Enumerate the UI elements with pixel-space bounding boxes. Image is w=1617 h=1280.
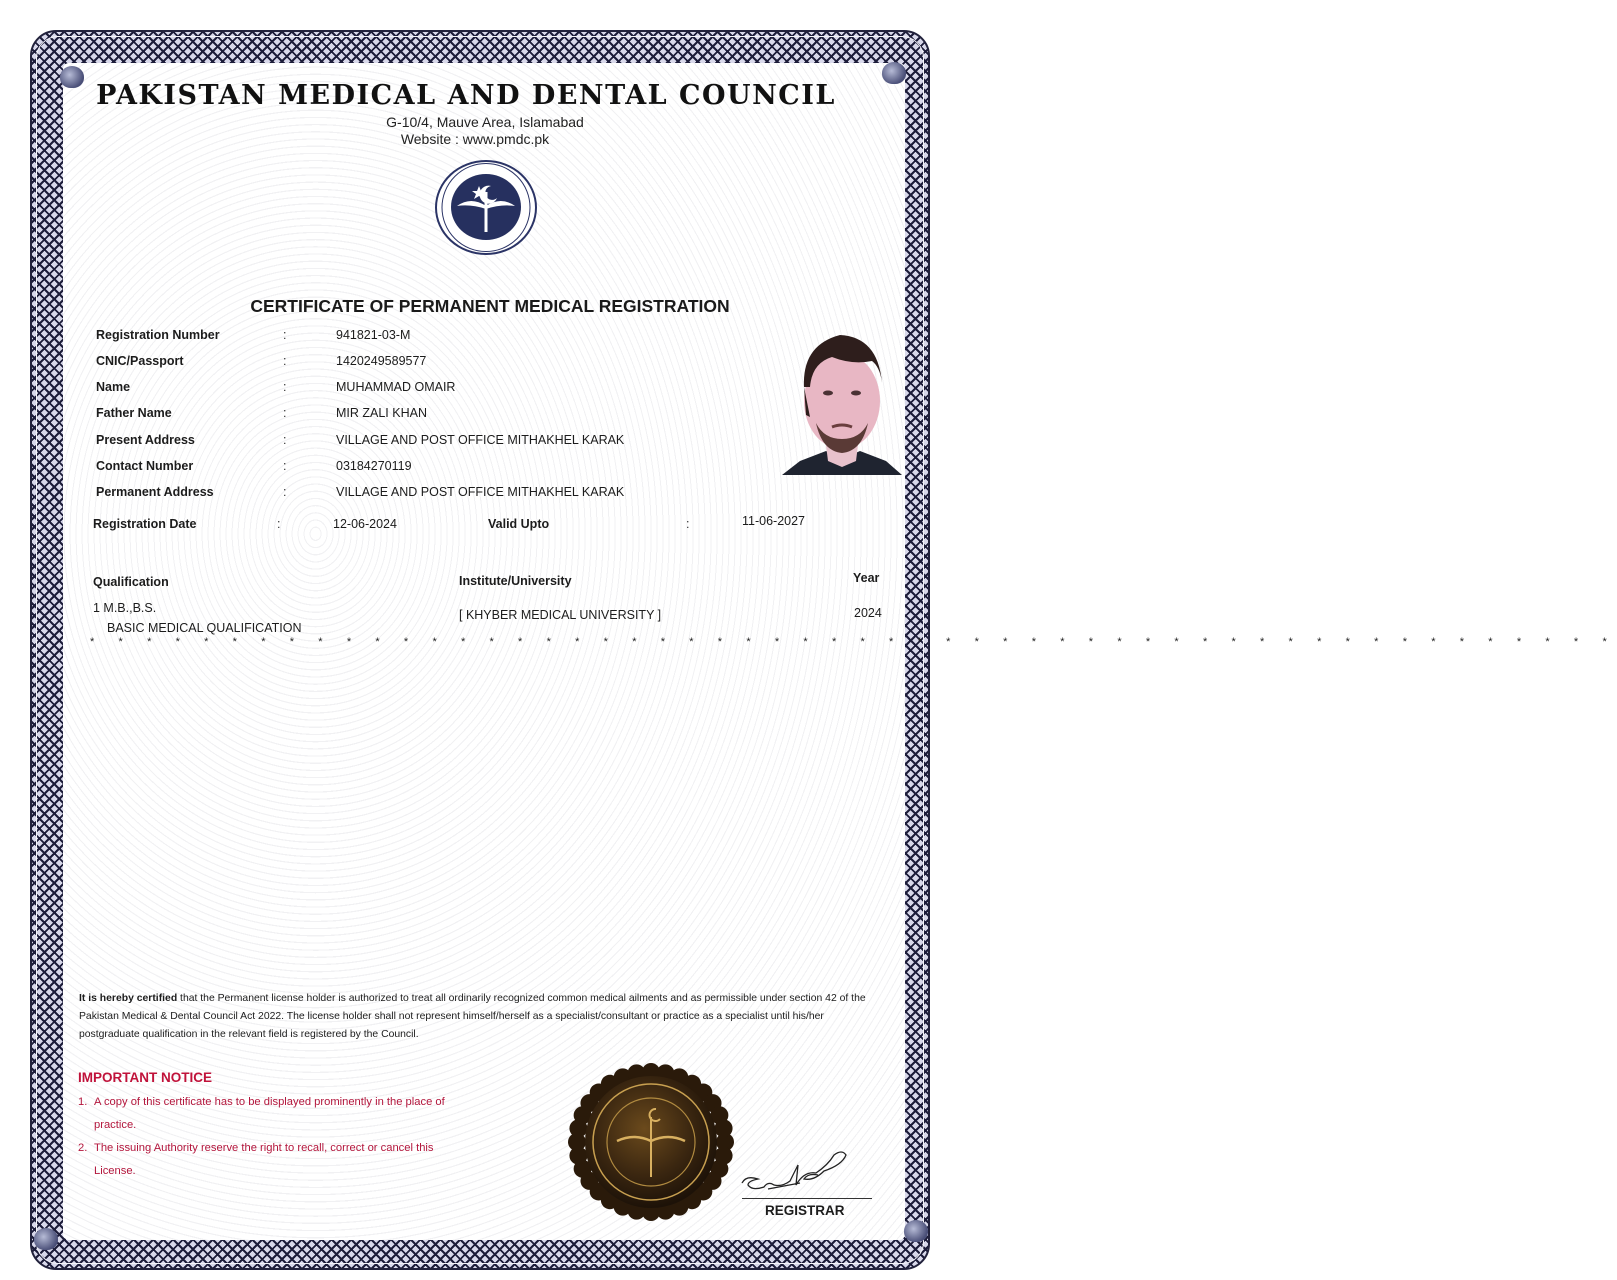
field-label: Registration Number [96, 328, 220, 342]
field-value: 03184270119 [336, 459, 412, 473]
field-value: 941821-03-M [336, 328, 411, 342]
valid-upto-label: Valid Upto [488, 517, 550, 531]
certification-statement [79, 990, 879, 1044]
holder-photo [782, 327, 902, 475]
corner-ornament-icon [904, 1220, 928, 1242]
field-value: MIR ZALI KHAN [336, 406, 427, 420]
field-label: Present Address [96, 433, 195, 447]
field-value: VILLAGE AND POST OFFICE MITHAKHEL KARAK [336, 485, 625, 499]
important-notice-title: IMPORTANT NOTICE [78, 1070, 212, 1085]
logo-core [451, 174, 521, 240]
certification-lead: It is hereby certified [79, 993, 178, 1004]
field-value: VILLAGE AND POST OFFICE MITHAKHEL KARAK [336, 433, 625, 447]
field-colon: : [277, 517, 281, 531]
valid-upto-value: 11-06-2027 [742, 514, 806, 528]
qualification-degree: 1 M.B.,B.S. [93, 601, 157, 615]
notice-number: 2. [78, 1142, 88, 1154]
registrar-signature-icon [738, 1145, 848, 1200]
field-colon: : [686, 517, 690, 531]
qualification-year: 2024 [854, 606, 882, 620]
organization-title: PAKISTAN MEDICAL AND DENTAL COUNCIL [96, 80, 836, 111]
field-label: CNIC/Passport [96, 354, 184, 368]
registration-date-value: 12-06-2024 [333, 517, 397, 531]
corner-ornament-icon [34, 1228, 58, 1250]
field-label: Name [96, 380, 131, 394]
field-colon: : [283, 328, 287, 342]
notice-text: The issuing Authority reserve the right to recall, correct or cancel this License. [94, 1142, 434, 1177]
year-header: Year [853, 571, 880, 585]
field-label: Permanent Address [96, 485, 214, 499]
notice-item [78, 1091, 478, 1137]
field-colon: : [283, 380, 287, 394]
field-label: Contact Number [96, 459, 194, 473]
notice-text: A copy of this certificate has to be displayed prominently in the place of practice. [94, 1096, 445, 1131]
field-value: 1420249589577 [336, 354, 427, 368]
field-colon: : [283, 485, 287, 499]
seal-scallop [715, 1119, 733, 1137]
field-colon: : [283, 354, 287, 368]
field-colon: : [283, 459, 287, 473]
star-divider: * * * * * * * * * * * * * * * * * * * * * * * * * * * * * * * * * * * * * * * * * * * * * * * * * * * * * * [90, 636, 1617, 648]
qualification-institute: [ KHYBER MEDICAL UNIVERSITY ] [459, 608, 662, 622]
field-row-dates [0, 514, 932, 537]
organization-address: G-10/4, Mauve Area, Islamabad [386, 114, 584, 130]
organization-website: Website : www.pmdc.pk [400, 131, 550, 147]
field-colon: : [283, 406, 287, 420]
registrar-label: REGISTRAR [765, 1203, 845, 1218]
field-colon: : [283, 433, 287, 447]
qualification-type: BASIC MEDICAL QUALIFICATION [107, 621, 302, 635]
notice-number: 1. [78, 1096, 88, 1108]
certification-body: that the Permanent license holder is authorized to treat all ordinarily recognized common medical ailments and as permissible under section 42 of the Pakistan Medical & Dental Council Act 2022. The license holder shall not represent himself/herself as a specialist/consultant or practice as a specialist until his/her postgraduate qualification in the relevant field is registered by the Council. [79, 993, 866, 1040]
field-label: Father Name [96, 406, 172, 420]
pmdc-emblem-icon [435, 160, 537, 255]
gold-seal-icon [562, 1057, 740, 1227]
portrait-icon [782, 327, 902, 475]
certificate-title: CERTIFICATE OF PERMANENT MEDICAL REGISTRATION [250, 296, 730, 316]
field-row-permanent-address [0, 485, 932, 505]
notice-item [78, 1137, 478, 1183]
registration-date-label: Registration Date [93, 517, 197, 531]
signature-line [742, 1198, 872, 1199]
field-value: MUHAMMAD OMAIR [336, 380, 456, 394]
qualification-header: Qualification [93, 575, 169, 589]
institute-header: Institute/University [459, 574, 572, 588]
